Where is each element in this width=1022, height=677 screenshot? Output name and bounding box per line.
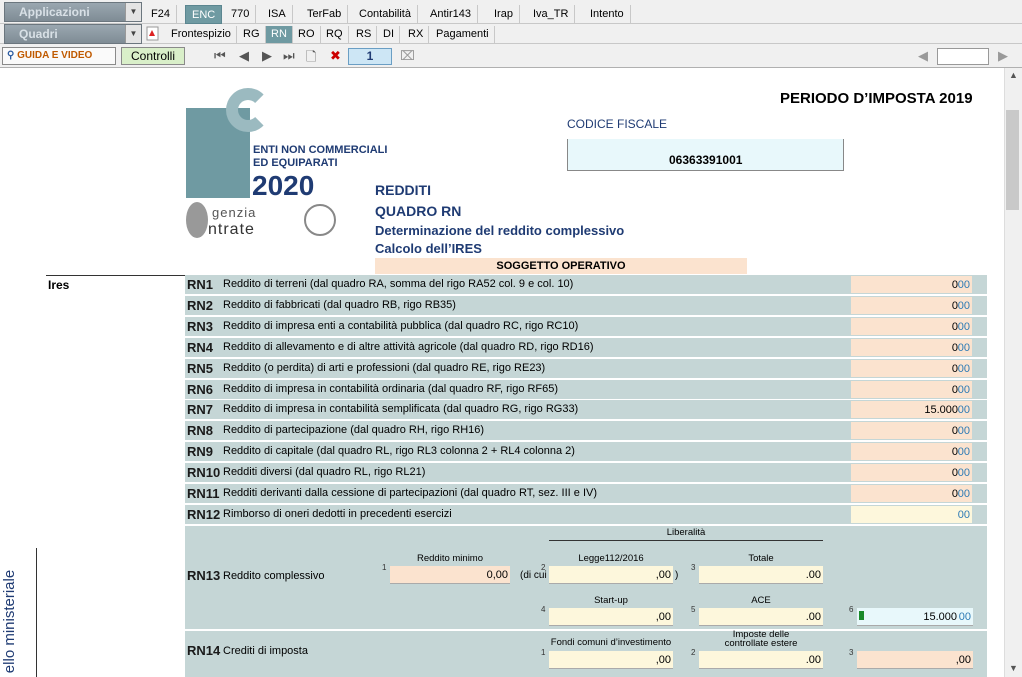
- row-rn2: [185, 296, 987, 316]
- emblem-icon: [304, 204, 336, 236]
- row-rn1: [185, 275, 987, 295]
- row-code: RN2: [187, 297, 214, 313]
- rn14-desc: Crediti di imposta: [223, 645, 308, 657]
- close-paren: ): [675, 570, 679, 581]
- row-code: RN4: [187, 339, 214, 355]
- row-rn10: [185, 463, 987, 483]
- fondi-field[interactable]: 1 ,00: [549, 651, 673, 669]
- subtab-rs[interactable]: RS: [351, 26, 377, 43]
- quadro-title: QUADRO RN: [375, 203, 462, 219]
- row-desc: Reddito di terreni (dal quadro RA, somma del rigo RA52 col. 9 e col. 10): [223, 278, 574, 290]
- agenzia-logo-mark: [186, 202, 208, 238]
- subtab-di[interactable]: DI: [378, 26, 400, 43]
- page-number-field[interactable]: 1: [348, 48, 392, 65]
- ace-field[interactable]: 5 .00: [699, 608, 823, 626]
- scroll-up-icon[interactable]: ▲: [1009, 70, 1018, 80]
- subtab-rq[interactable]: RQ: [321, 26, 349, 43]
- sub-menu-bar: [0, 24, 1022, 44]
- first-page-icon[interactable]: ⏮: [214, 48, 226, 63]
- row-code: RN9: [187, 444, 214, 460]
- row-rn12: [185, 505, 987, 525]
- row-desc: Reddito di impresa enti a contabilità pubblica (dal quadro RC, rigo RC10): [223, 319, 579, 332]
- row-code: RN12: [187, 506, 221, 522]
- quadri-combo[interactable]: [4, 24, 142, 44]
- reddito-minimo-label: Reddito minimo: [417, 553, 483, 564]
- codice-fiscale-label: CODICE FISCALE: [567, 117, 668, 131]
- row-value-field[interactable]: 0 00: [851, 381, 972, 398]
- rn13-row: [185, 526, 987, 630]
- menu-bar: [0, 0, 1022, 24]
- legge-field[interactable]: 2 ,00: [549, 566, 673, 584]
- chevron-down-icon[interactable]: ▼: [125, 3, 141, 21]
- row-desc: Reddito di partecipazione (dal quadro RH, rigo RH16): [223, 424, 485, 437]
- ace-label: ACE: [751, 595, 771, 606]
- row-code: RN10: [187, 465, 221, 481]
- row-code: RN7: [187, 402, 214, 418]
- subtab-pagamenti[interactable]: Pagamenti: [431, 26, 495, 43]
- tab-iva-tr[interactable]: Iva_TR: [527, 5, 575, 24]
- row-value-field[interactable]: 15.000 00: [851, 401, 972, 418]
- guide-video-label: GUIDA E VIDEO: [17, 50, 93, 61]
- chevron-down-icon[interactable]: ▼: [125, 25, 141, 43]
- subtab-rx[interactable]: RX: [403, 26, 429, 43]
- row-code: RN11: [187, 486, 220, 501]
- totale-label: Totale: [748, 553, 774, 564]
- codice-fiscale-value[interactable]: 06363391001: [669, 153, 743, 167]
- scroll-right-icon[interactable]: ▶: [998, 48, 1008, 63]
- row-value-field[interactable]: 00: [851, 506, 972, 523]
- fondi-label: Fondi comuni d’investimento: [550, 637, 672, 648]
- tab-intento[interactable]: Intento: [584, 5, 631, 24]
- enc-logo-c: [226, 88, 270, 132]
- row-value-field[interactable]: 0 00: [851, 443, 972, 460]
- rn14-row: [185, 631, 987, 677]
- row-value-field[interactable]: 0 00: [851, 297, 972, 314]
- subtab-ro[interactable]: RO: [293, 26, 321, 43]
- scroll-left-icon[interactable]: ◀: [918, 48, 928, 63]
- previous-page-icon[interactable]: ◀: [239, 48, 249, 63]
- rn13-total-field[interactable]: 6 15.000 00: [857, 608, 973, 626]
- startup-field[interactable]: 4 ,00: [549, 608, 673, 626]
- new-page-icon[interactable]: 🗋: [306, 49, 317, 64]
- agenzia-line1: genzia: [212, 205, 257, 220]
- row-desc: Redditi diversi (dal quadro RL, rigo RL21): [223, 466, 426, 479]
- row-value-field[interactable]: 0 00: [851, 485, 972, 502]
- last-page-icon[interactable]: ⏭: [283, 48, 295, 63]
- subtab-rg[interactable]: RG: [238, 26, 266, 43]
- imposte-label: Imposte delle controllate estere: [724, 629, 798, 649]
- totale-field[interactable]: 3 .00: [699, 566, 823, 584]
- tab-enc[interactable]: ENC: [185, 5, 222, 24]
- periodo-imposta: PERIODO D’IMPOSTA 2019: [780, 90, 973, 107]
- row-value-field[interactable]: 0 00: [851, 464, 972, 481]
- row-rn6: [185, 380, 987, 400]
- tab-terfab[interactable]: TerFab: [301, 5, 348, 24]
- agenzia-line2: ntrate: [208, 221, 255, 238]
- soggetto-operativo: SOGGETTO OPERATIVO: [375, 258, 747, 274]
- horizontal-scroll-track[interactable]: [937, 48, 989, 65]
- scroll-down-icon[interactable]: ▼: [1009, 663, 1018, 673]
- logo-year: 2020: [252, 170, 315, 201]
- vertical-label: ello ministeriale: [1, 569, 19, 674]
- subtab-frontespizio[interactable]: Frontespizio: [166, 26, 237, 43]
- rn14-code: RN14: [187, 643, 221, 658]
- row-rn5: [185, 359, 987, 379]
- search-icon: ⚲: [7, 50, 15, 61]
- row-desc: Reddito di impresa in contabilità ordinaria (dal quadro RF, rigo RF65): [223, 382, 559, 395]
- ires-label: Ires: [48, 278, 70, 292]
- scrollbar-thumb[interactable]: [1006, 110, 1019, 210]
- subtitle1: Determinazione del reddito complessivo: [375, 223, 625, 238]
- guide-video-button[interactable]: [2, 47, 116, 65]
- delete-page-icon[interactable]: ✖: [330, 48, 341, 63]
- row-code: RN8: [187, 423, 214, 439]
- tab-contabilit-[interactable]: Contabilità: [353, 5, 418, 24]
- row-desc: Reddito di allevamento e di altre attività agricole (dal quadro RD, rigo RD16): [223, 340, 594, 353]
- row-rn4: [185, 338, 987, 358]
- row-desc: Rimborso di oneri dedotti in precedenti esercizi: [223, 507, 452, 520]
- tab-antir143[interactable]: Antir143: [424, 5, 478, 24]
- reddito-minimo-field[interactable]: 1 0,00: [390, 566, 510, 584]
- row-desc: Reddito di impresa in contabilità semplificata (dal quadro RG, rigo RG33): [223, 403, 579, 416]
- row-desc: Redditi derivanti dalla cessione di partecipazioni (dal quadro RT, sez. III e IV): [223, 487, 597, 499]
- applications-combo[interactable]: [4, 2, 142, 22]
- logo-line2: ED EQUIPARATI: [253, 157, 338, 169]
- subtitle2: Calcolo dell’IRES: [375, 241, 482, 256]
- row-code: RN3: [187, 318, 214, 334]
- imposte-field[interactable]: 2 .00: [699, 651, 823, 669]
- row-rn11: [185, 484, 987, 504]
- row-rn3: [185, 317, 987, 337]
- tab-irap[interactable]: Irap: [488, 5, 520, 24]
- tab-770[interactable]: 770: [225, 5, 256, 24]
- row-desc: Reddito di capitale (dal quadro RL, rigo RL3 colonna 2 + RL4 colonna 2): [223, 445, 575, 458]
- toolbar: [0, 44, 1022, 68]
- status-indicator: [859, 611, 864, 620]
- quadri-combo-label: Quadri: [19, 27, 58, 41]
- row-code: RN6: [187, 381, 214, 397]
- row-value-field[interactable]: 0 00: [851, 318, 972, 335]
- row-value-field[interactable]: 0 00: [851, 339, 972, 356]
- controlli-button[interactable]: Controlli: [121, 47, 185, 65]
- row-value-field[interactable]: 0 00: [851, 360, 972, 377]
- applications-combo-label: Applicazioni: [19, 5, 90, 19]
- clear-icon[interactable]: ⌧: [400, 48, 415, 63]
- row-value-field[interactable]: 0 00: [851, 422, 972, 439]
- tab-isa[interactable]: ISA: [262, 5, 293, 24]
- rn13-desc: Reddito complessivo: [223, 570, 325, 582]
- row-code: RN1: [187, 277, 214, 292]
- pdf-icon[interactable]: [146, 26, 160, 41]
- rn13-code: RN13: [187, 568, 221, 583]
- row-rn8: [185, 421, 987, 441]
- row-rn9: [185, 442, 987, 462]
- row-desc: Reddito (o perdita) di arti e professioni (dal quadro RE, rigo RE23): [223, 361, 546, 374]
- legge-label: Legge112/2016: [578, 553, 644, 564]
- row-desc: Reddito di fabbricati (dal quadro RB, rigo RB35): [223, 298, 456, 311]
- row-code: RN5: [187, 360, 214, 376]
- liberalita-label: Liberalità: [549, 527, 823, 541]
- rn14-col3-field[interactable]: 3 ,00: [857, 651, 973, 669]
- startup-label: Start-up: [594, 595, 628, 606]
- row-value-field[interactable]: 0 00: [851, 276, 972, 293]
- redditi-title: REDDITI: [375, 182, 431, 198]
- row-rn7: [185, 400, 987, 420]
- form-page: [0, 68, 1004, 677]
- tab-f24[interactable]: F24: [145, 5, 177, 24]
- next-page-icon[interactable]: ▶: [262, 48, 272, 63]
- di-cui-label: (di cui: [520, 570, 547, 581]
- logo-line1: ENTI NON COMMERCIALI: [253, 144, 388, 156]
- subtab-rn[interactable]: RN: [266, 26, 293, 43]
